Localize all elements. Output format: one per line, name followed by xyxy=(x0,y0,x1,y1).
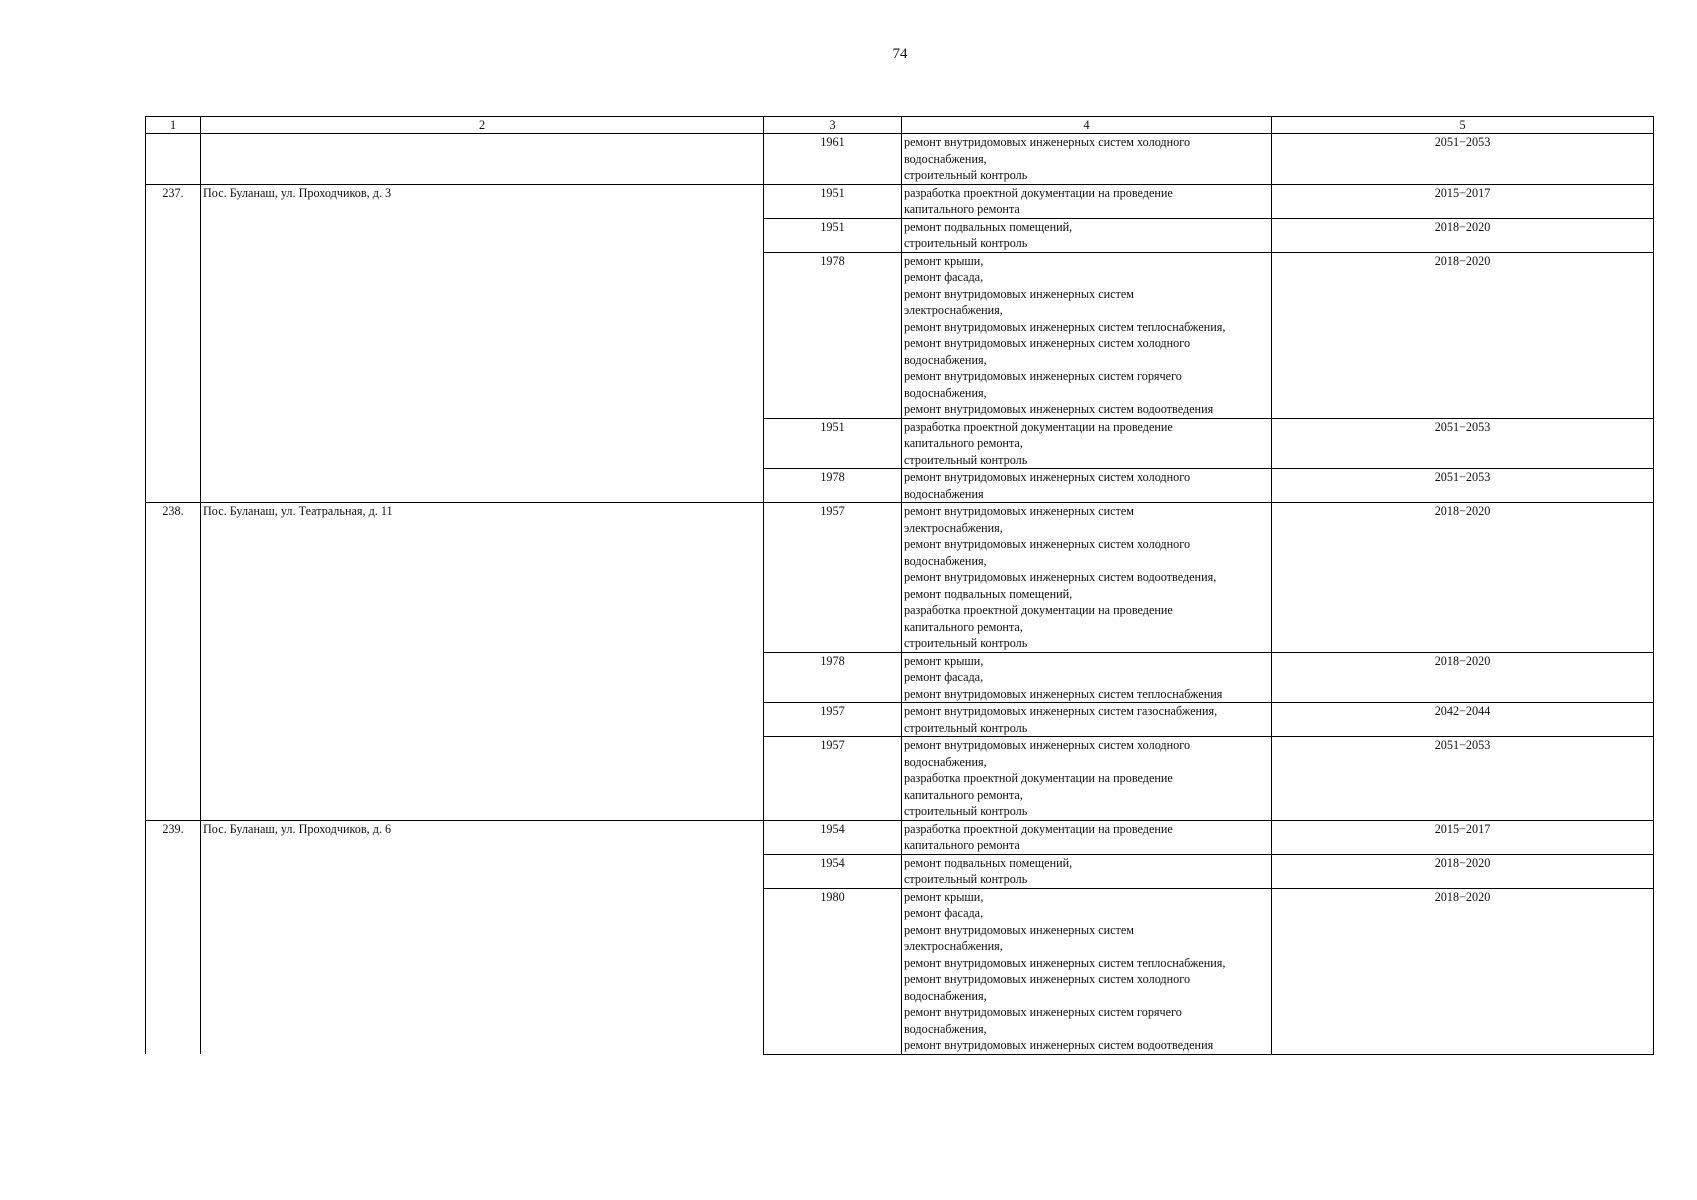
year-cell: 1951 xyxy=(764,184,902,218)
year-cell: 1961 xyxy=(764,134,902,185)
work-type-cell: ремонт крыши, ремонт фасада, ремонт внутридомовых инженерных систем электроснабжения, ремонт внутридомовых инженерных систем теплоснабжения, ремонт внутридомовых инженерных систем холодного водоснабжения, ремонт внутридомовых инженерных систем горячего водоснабжения, ремонт внутридомовых инженерных систем водоотведения xyxy=(902,888,1272,1054)
period-cell: 2015−2017 xyxy=(1272,820,1654,854)
year-cell: 1954 xyxy=(764,820,902,854)
table-row xyxy=(146,503,1654,653)
work-type-cell: ремонт внутридомовых инженерных систем холодного водоснабжения xyxy=(902,469,1272,503)
column-header: 3 xyxy=(764,117,902,134)
year-cell: 1978 xyxy=(764,252,902,418)
address-cell: Пос. Буланаш, ул. Театральная, д. 11 xyxy=(201,503,764,821)
work-type-cell: ремонт внутридомовых инженерных систем холодного водоснабжения, разработка проектной документации на проведение капитального ремонта, строительный контроль xyxy=(902,737,1272,821)
work-type-cell: разработка проектной документации на проведение капитального ремонта, строительный контроль xyxy=(902,418,1272,469)
column-header: 4 xyxy=(902,117,1272,134)
work-type-cell: ремонт крыши, ремонт фасада, ремонт внутридомовых инженерных систем теплоснабжения xyxy=(902,652,1272,703)
year-cell: 1957 xyxy=(764,503,902,653)
row-number-cell xyxy=(146,134,201,185)
column-header: 5 xyxy=(1272,117,1654,134)
row-number-cell: 238. xyxy=(146,503,201,821)
address-cell xyxy=(201,134,764,185)
table-row xyxy=(146,820,1654,854)
work-type-cell: ремонт подвальных помещений, строительный контроль xyxy=(902,854,1272,888)
year-cell: 1954 xyxy=(764,854,902,888)
table-row xyxy=(146,184,1654,218)
work-type-cell: ремонт подвальных помещений, строительный контроль xyxy=(902,218,1272,252)
period-cell: 2051−2053 xyxy=(1272,134,1654,185)
year-cell: 1978 xyxy=(764,469,902,503)
period-cell: 2018−2020 xyxy=(1272,218,1654,252)
row-number-cell: 239. xyxy=(146,820,201,1054)
work-type-cell: разработка проектной документации на проведение капитального ремонта xyxy=(902,184,1272,218)
period-cell: 2015−2017 xyxy=(1272,184,1654,218)
period-cell: 2051−2053 xyxy=(1272,737,1654,821)
column-header: 2 xyxy=(201,117,764,134)
work-type-cell: ремонт внутридомовых инженерных систем электроснабжения, ремонт внутридомовых инженерных систем холодного водоснабжения, ремонт внутридомовых инженерных систем водоотведения, ремонт подвальных помещений, разработка проектной документации на проведение капитального ремонта, строительный контроль xyxy=(902,503,1272,653)
period-cell: 2042−2044 xyxy=(1272,703,1654,737)
period-cell: 2051−2053 xyxy=(1272,469,1654,503)
period-cell: 2018−2020 xyxy=(1272,854,1654,888)
period-cell: 2051−2053 xyxy=(1272,418,1654,469)
period-cell: 2018−2020 xyxy=(1272,503,1654,653)
year-cell: 1980 xyxy=(764,888,902,1054)
year-cell: 1978 xyxy=(764,652,902,703)
year-cell: 1951 xyxy=(764,218,902,252)
work-type-cell: ремонт внутридомовых инженерных систем холодного водоснабжения, строительный контроль xyxy=(902,134,1272,185)
work-type-cell: разработка проектной документации на проведение капитального ремонта xyxy=(902,820,1272,854)
table-row xyxy=(146,134,1654,185)
column-number-row xyxy=(146,117,1654,134)
row-number-cell: 237. xyxy=(146,184,201,503)
period-cell: 2018−2020 xyxy=(1272,652,1654,703)
year-cell: 1957 xyxy=(764,703,902,737)
address-cell: Пос. Буланаш, ул. Проходчиков, д. 6 xyxy=(201,820,764,1054)
year-cell: 1957 xyxy=(764,737,902,821)
work-type-cell: ремонт внутридомовых инженерных систем газоснабжения, строительный контроль xyxy=(902,703,1272,737)
page-number: 74 xyxy=(892,46,908,62)
year-cell: 1951 xyxy=(764,418,902,469)
address-cell: Пос. Буланаш, ул. Проходчиков, д. 3 xyxy=(201,184,764,503)
period-cell: 2018−2020 xyxy=(1272,888,1654,1054)
column-header: 1 xyxy=(146,117,201,134)
capital-repair-table xyxy=(145,116,1654,1055)
work-type-cell: ремонт крыши, ремонт фасада, ремонт внутридомовых инженерных систем электроснабжения, ремонт внутридомовых инженерных систем теплоснабжения, ремонт внутридомовых инженерных систем холодного водоснабжения, ремонт внутридомовых инженерных систем горячего водоснабжения, ремонт внутридомовых инженерных систем водоотведения xyxy=(902,252,1272,418)
table-body xyxy=(146,117,1654,1055)
period-cell: 2018−2020 xyxy=(1272,252,1654,418)
